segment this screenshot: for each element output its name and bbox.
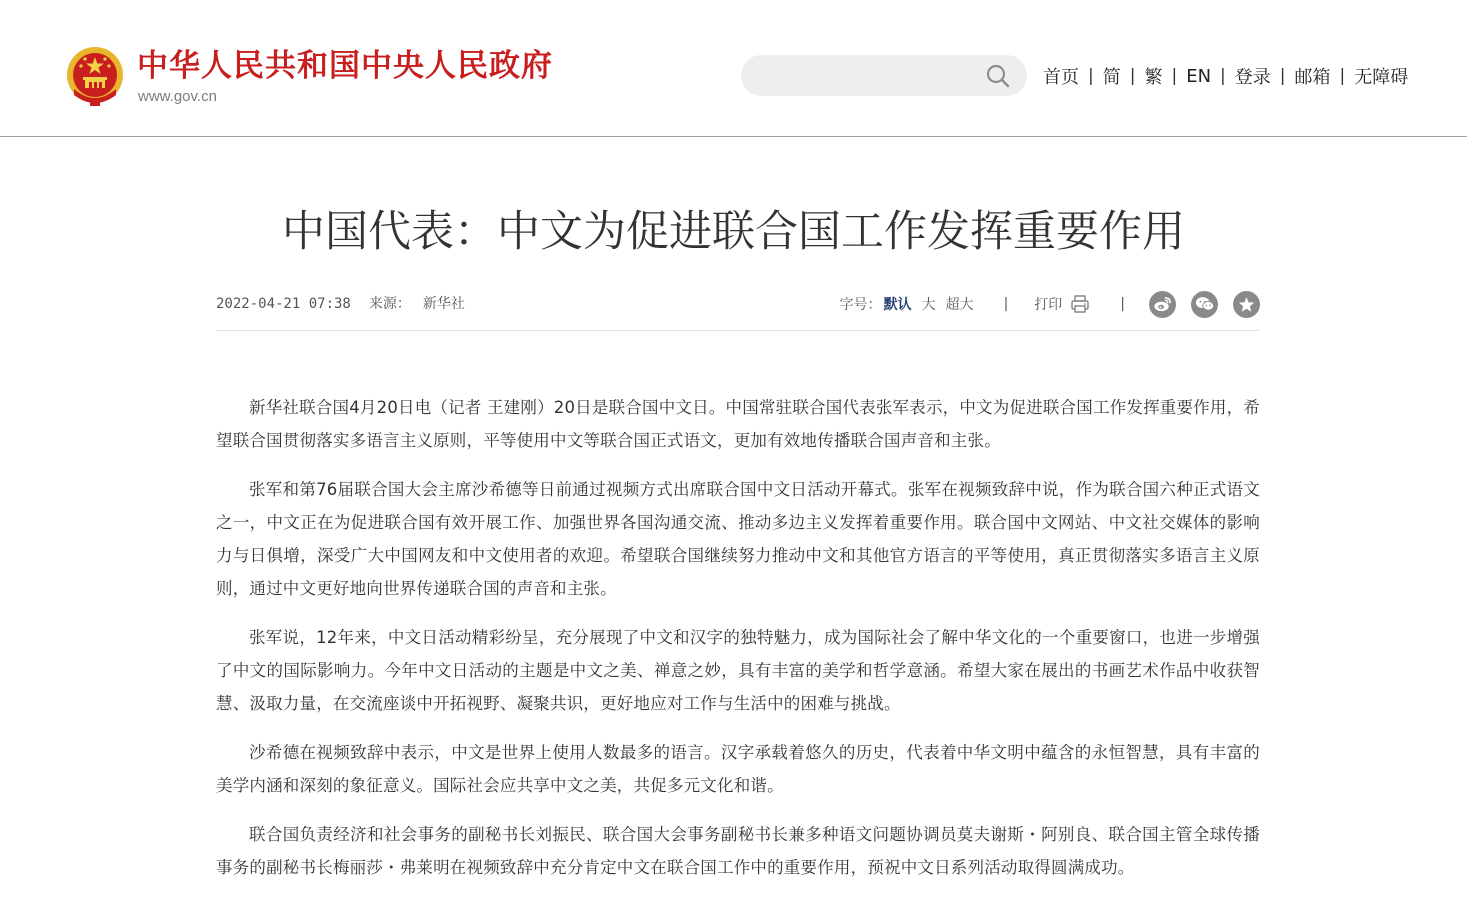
font-size-xlarge-option[interactable]: 超大 (945, 297, 974, 313)
search-input[interactable] (757, 55, 981, 98)
top-nav (1043, 62, 1408, 90)
search-icon[interactable] (985, 63, 1011, 89)
article-paragraph: 张军说，12年来，中文日活动精彩纷呈，充分展现了中文和汉字的独特魅力，成为国际社会了解中华文化的一个重要窗口，也进一步增强了中文的国际影响力。今年中文日活动的主题是中文之美、禅意之妙，具有丰富的美学和哲学意涵。希望大家在展出的书画艺术作品中收获智慧、汲取力量，在交流座谈中开拓视野、凝聚共识，更好地应对工作与生活中的困难与挑战。 (216, 628, 1260, 713)
font-size-label: 字号： (839, 297, 882, 313)
print-label: 打印 (1034, 297, 1063, 313)
nav-accessibility-link[interactable]: 无障碍 (1354, 67, 1409, 88)
article-title: 中国代表：中文为促进联合国工作发挥重要作用 (282, 207, 1185, 257)
article-paragraph: 新华社联合国4月20日电（记者 王建刚）20日是联合国中文日。中国常驻联合国代表张军表示，中文为促进联合国工作发挥重要作用，希望联合国贯彻落实多语言主义原则，平等使用中文等联合国正式语文，更加有效地传播联合国声音和主张。 (216, 398, 1260, 450)
nav-home-link[interactable]: 首页 (1043, 67, 1079, 88)
national-emblem-icon[interactable] (66, 45, 124, 107)
print-button[interactable] (1034, 294, 1090, 314)
nav-simplified-link[interactable]: 简 (1102, 67, 1121, 88)
font-size-default-option[interactable]: 默认 (883, 297, 912, 313)
article-tools (840, 288, 1260, 320)
tools-separator: | (1003, 296, 1009, 312)
site-name[interactable]: 中华人民共和国中央人民政府 (137, 48, 553, 84)
article-meta-bar (216, 286, 1260, 331)
nav-separator: | (1339, 66, 1346, 86)
article-body (216, 391, 1260, 900)
nav-separator: | (1088, 66, 1094, 86)
article-paragraph: 联合国负责经济和社会事务的副秘书长刘振民、联合国大会事务副秘书长兼多种语文问题协调员莫夫谢斯・阿别良、联合国主管全球传播事务的副秘书长梅丽莎・弗莱明在视频致辞中充分肯定中文在联合国工作中的重要作用，预祝中文日系列活动取得圆满成功。 (216, 825, 1260, 877)
printer-icon (1070, 294, 1090, 314)
font-size-large-option[interactable]: 大 (921, 297, 936, 313)
nav-login-link[interactable]: 登录 (1234, 67, 1271, 88)
favorite-star-icon[interactable] (1233, 291, 1260, 318)
nav-traditional-link[interactable]: 繁 (1144, 67, 1163, 88)
article-paragraph: 沙希德在视频致辞中表示，中文是世界上使用人数最多的语言。汉字承载着悠久的历史，代表着中华文明中蕴含的永恒智慧，具有丰富的美学内涵和深刻的象征意义。国际社会应共享中文之美，共促多元文化和谐。 (216, 743, 1260, 795)
publish-datetime: 2022-04-21 07:38 (216, 296, 351, 312)
weibo-icon[interactable] (1149, 291, 1176, 318)
article-paragraph: 张军和第76届联合国大会主席沙希德等日前通过视频方式出席联合国中文日活动开幕式。张军在视频致辞中说，作为联合国六种正式语文之一，中文正在为促进联合国有效开展工作、加强世界各国沟通交流、推动多边主义发挥着重要作用。联合国中文网站、中文社交媒体的影响力与日俱增，深受广大中国网友和中文使用者的欢迎。希望联合国继续努力推动中文和其他官方语言的平等使用，真正贯彻落实多语言主义原则，通过中文更好地向世界传递联合国的声音和主张。 (216, 480, 1260, 598)
nav-separator: | (1279, 66, 1286, 86)
tools-separator: | (1120, 296, 1125, 312)
nav-separator: | (1129, 66, 1136, 86)
source-value: 新华社 (422, 296, 465, 312)
nav-mail-link[interactable]: 邮箱 (1294, 67, 1331, 88)
source-label: 来源： (368, 296, 411, 312)
article-meta-info (216, 294, 465, 314)
wechat-icon[interactable] (1191, 291, 1218, 318)
nav-separator: | (1171, 66, 1178, 86)
site-url[interactable]: www.gov.cn (138, 88, 217, 105)
nav-separator: | (1220, 66, 1226, 86)
nav-english-link[interactable]: EN (1186, 65, 1212, 87)
site-header (0, 0, 1467, 137)
search-box[interactable] (741, 55, 1027, 96)
